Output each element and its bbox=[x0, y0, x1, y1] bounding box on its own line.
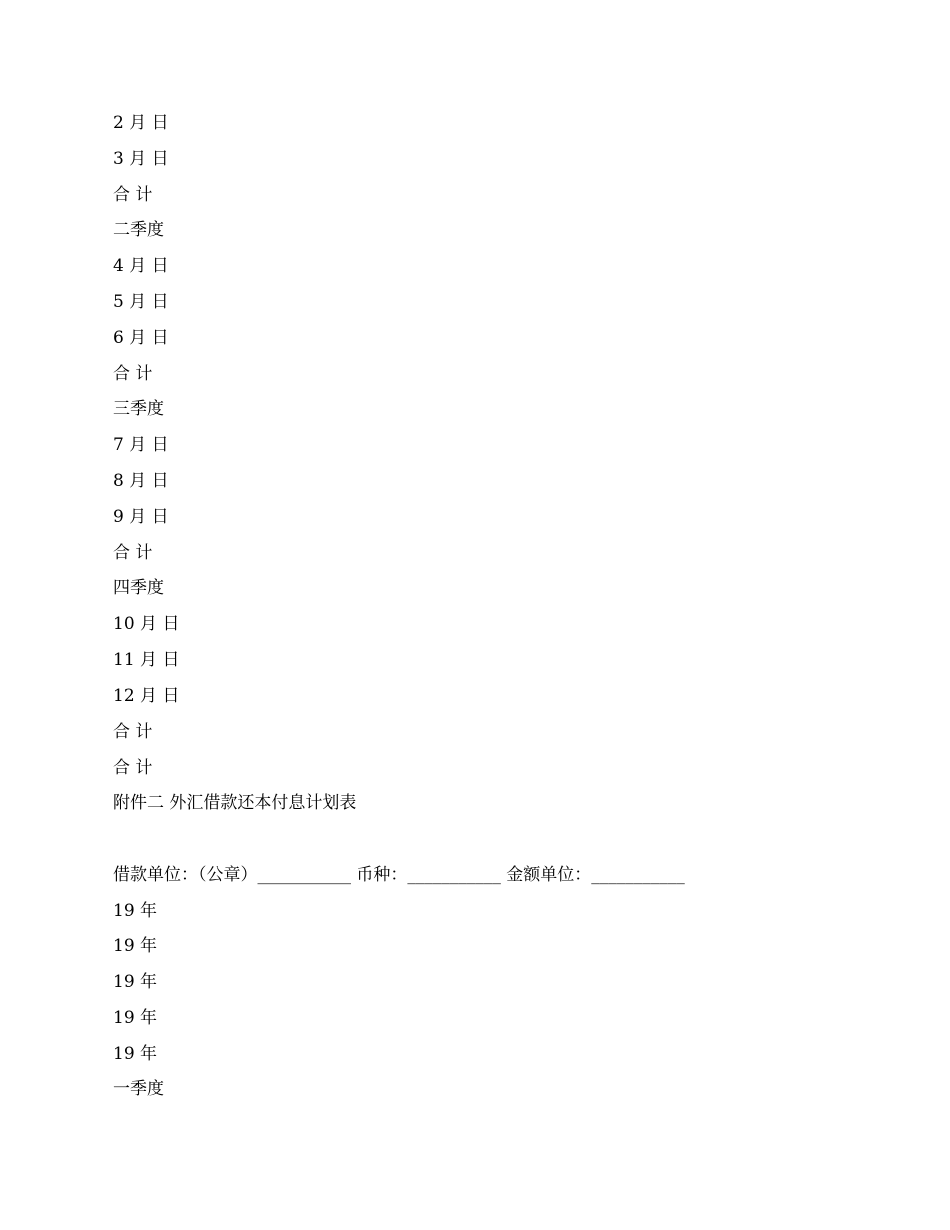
text-line: 合 计 bbox=[113, 364, 153, 384]
text-line: 3 月 日 bbox=[113, 149, 169, 169]
text-line: 5 月 日 bbox=[113, 292, 169, 312]
text-line: 6 月 日 bbox=[113, 328, 169, 348]
attachment-title: 附件二 外汇借款还本付息计划表 bbox=[113, 793, 357, 813]
section-heading: 四季度 bbox=[113, 578, 164, 598]
section-heading: 三季度 bbox=[113, 399, 164, 419]
section-heading: 一季度 bbox=[113, 1079, 164, 1099]
text-line: 4 月 日 bbox=[113, 256, 169, 276]
text-line: 8 月 日 bbox=[113, 471, 169, 491]
text-line: 合 计 bbox=[113, 185, 153, 205]
text-line: 19 年 bbox=[113, 901, 158, 921]
text-line: 19 年 bbox=[113, 1044, 158, 1064]
text-line: 合 计 bbox=[113, 543, 153, 563]
text-line: 2 月 日 bbox=[113, 113, 169, 133]
text-line: 9 月 日 bbox=[113, 507, 169, 527]
text-line: 19 年 bbox=[113, 972, 158, 992]
text-line: 19 年 bbox=[113, 936, 158, 956]
section-heading: 二季度 bbox=[113, 220, 164, 240]
text-line: 合 计 bbox=[113, 722, 153, 742]
text-line: 19 年 bbox=[113, 1008, 158, 1028]
text-line: 11 月 日 bbox=[113, 650, 180, 670]
form-header-line: 借款单位：（公章）___________ 币种：___________ 金额单位：___________ bbox=[113, 865, 685, 885]
text-line: 12 月 日 bbox=[113, 686, 180, 706]
text-line: 7 月 日 bbox=[113, 435, 169, 455]
text-line: 合 计 bbox=[113, 758, 153, 778]
text-line: 10 月 日 bbox=[113, 614, 180, 634]
